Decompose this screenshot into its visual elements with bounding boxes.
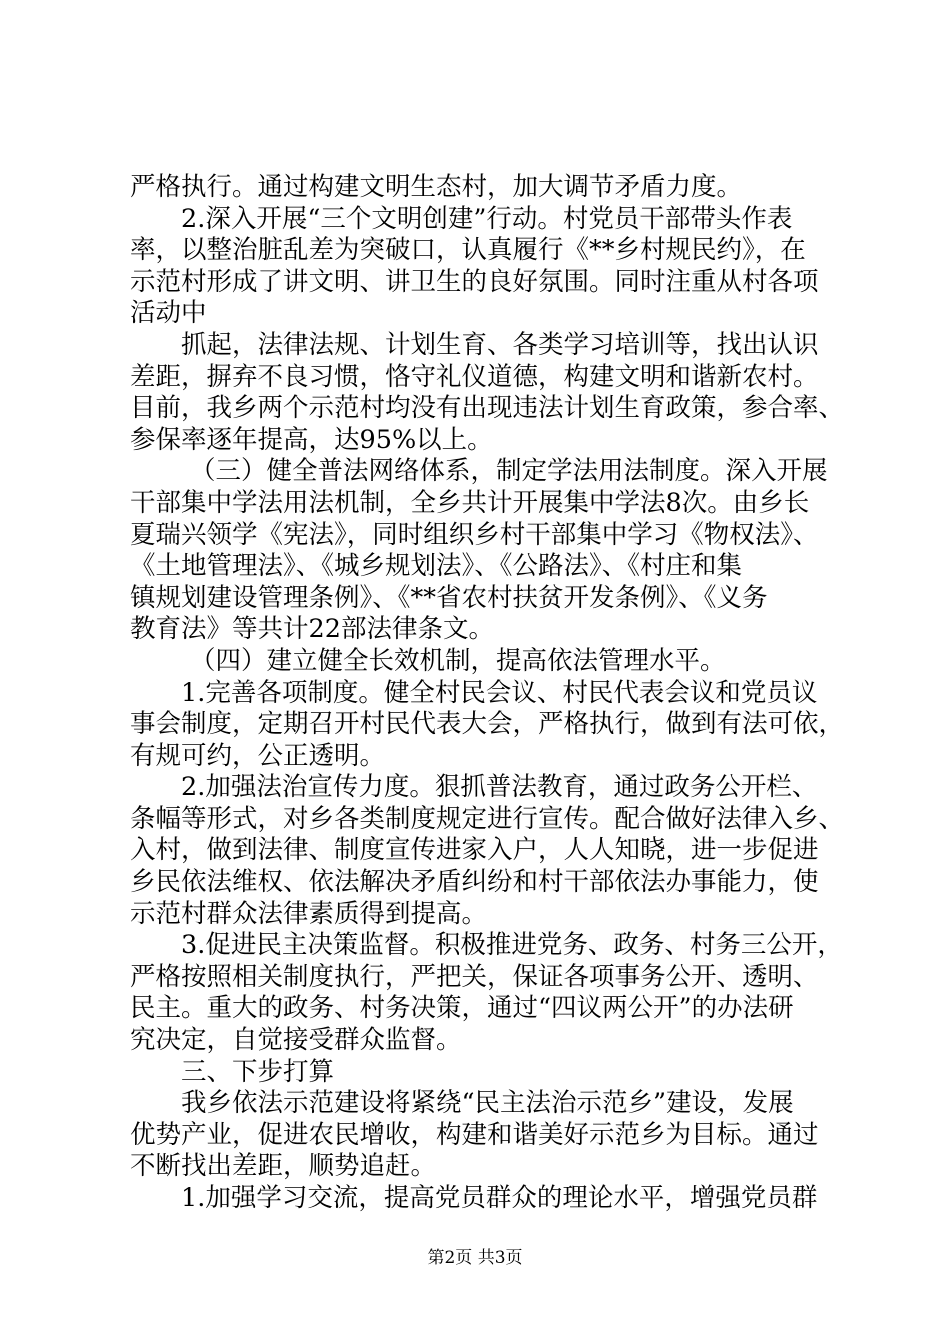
text-line: 究决定，自觉接受群众监督。 — [130, 1025, 462, 1056]
text-line: 差距，摒弃不良习惯，恪守礼仪道德，构建文明和谐新农村。 — [130, 361, 819, 392]
text-line: 3.促进民主决策监督。积极推进党务、政务、村务三公开， — [181, 930, 843, 961]
text-line: 目前，我乡两个示范村均没有出现违法计划生育政策，参合率、 — [130, 393, 845, 424]
text-line: 教育法》等共计22部法律条文。 — [130, 614, 494, 645]
text-line: 活动中 — [130, 298, 207, 329]
text-line: 事会制度，定期召开村民代表大会，严格执行，做到有法可依， — [130, 709, 845, 740]
text-line: 参保率逐年提高，达95%以上。 — [130, 424, 493, 455]
text-line: 严格执行。通过构建文明生态村，加大调节矛盾力度。 — [130, 172, 743, 202]
text-line: 示范村形成了讲文明、讲卫生的良好氛围。同时注重从村各项 — [130, 266, 819, 297]
text-line: 夏瑞兴领学《宪法》，同时组织乡村干部集中学习《物权法》、 — [130, 519, 819, 550]
text-line: 不断找出差距，顺势追赶。 — [130, 1151, 437, 1182]
text-line: 示范村群众法律素质得到提高。 — [130, 898, 488, 929]
text-line: 1.加强学习交流，提高党员群众的理论水平，增强党员群 — [181, 1183, 818, 1213]
section-heading: （四）建立健全长效机制，提高依法管理水平。 — [190, 645, 726, 676]
page-footer — [0, 1243, 950, 1268]
text-line: 抓起，法律法规、计划生育、各类学习培训等，找出认识 — [181, 329, 819, 360]
text-line: 2.深入开展“三个文明创建”行动。村党员干部带头作表 — [181, 203, 793, 234]
text-line: 我乡依法示范建设将紧绕“民主法治示范乡”建设，发展 — [181, 1088, 794, 1119]
document-body — [130, 172, 845, 1215]
text-line: 入村，做到法律、制度宣传进家入户，人人知晓，进一步促进 — [130, 835, 819, 866]
text-line: 率，以整治脏乱差为突破口，认真履行《**乡村规民约》，在 — [130, 235, 806, 266]
text-line: 优势产业，促进农民增收，构建和谐美好示范乡为目标。通过 — [130, 1119, 819, 1150]
text-line: 1.完善各项制度。健全村民会议、村民代表会议和党员议 — [181, 677, 818, 708]
text-line: 镇规划建设管理条例》、《**省农村扶贫开发条例》、《义务 — [130, 582, 768, 613]
text-line: 有规可约，公正透明。 — [130, 740, 386, 771]
page-number: 第2页 共3页 — [427, 1248, 523, 1268]
text-line: 条幅等形式，对乡各类制度规定进行宣传。配合做好法律入乡、 — [130, 803, 845, 834]
section-heading: （三）健全普法网络体系，制定学法用法制度。深入开展 — [190, 456, 828, 487]
text-line: 乡民依法维权、依法解决矛盾纠纷和村干部依法办事能力，使 — [130, 867, 819, 898]
text-line: 严格按照相关制度执行，严把关，保证各项事务公开、透明、 — [130, 961, 819, 992]
text-line: 民主。重大的政务、村务决策，通过“四议两公开”的办法研 — [130, 993, 794, 1024]
text-line: 干部集中学法用法机制，全乡共计开展集中学法8次。由乡长 — [130, 487, 810, 518]
section-heading: 三、下步打算 — [181, 1056, 335, 1087]
text-line: 《土地管理法》、《城乡规划法》、《公路法》、《村庄和集 — [130, 551, 743, 582]
text-line: 2.加强法治宣传力度。狠抓普法教育，通过政务公开栏、 — [181, 772, 818, 803]
